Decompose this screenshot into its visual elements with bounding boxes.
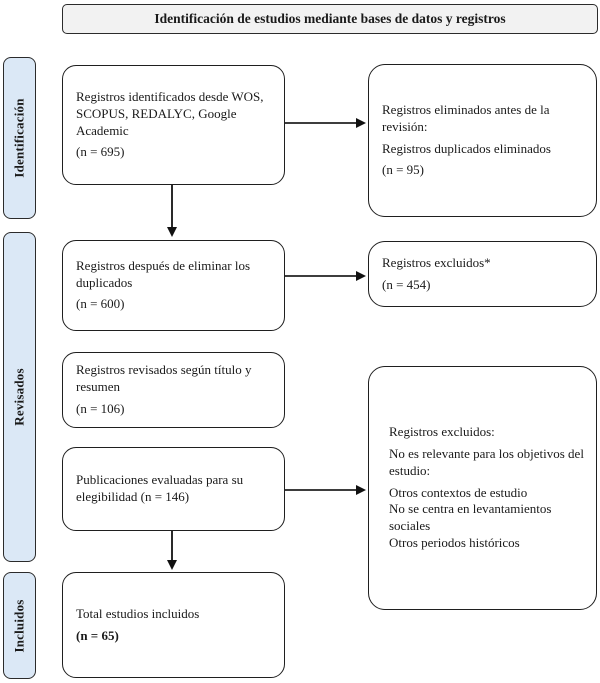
box-excluded-reasons-line3: Otros contextos de estudio — [389, 484, 528, 500]
box-publications-assessed — [62, 447, 285, 531]
box-excluded-reasons-line4: No se centra en levantamientos sociales — [389, 501, 552, 534]
box-excluded-reasons-line1: Registros excluidos: — [389, 423, 495, 439]
stage-identificacion — [3, 57, 36, 219]
arrow-shaft — [171, 185, 173, 229]
box-excluded-count: (n = 454) — [382, 276, 431, 292]
arrowhead-right-icon — [356, 271, 366, 281]
arrow-shaft — [171, 531, 173, 562]
box-records-after-duplicates — [62, 240, 285, 331]
arrow-identified-to-after-duplicates — [167, 185, 177, 237]
box-assessed-text: Publicaciones evaluadas para su elegibilidad (n = 146) — [76, 472, 244, 504]
box-removed-before-line1: Registros eliminados antes de la revisión: — [382, 101, 550, 134]
box-included-count: (n = 65) — [76, 627, 119, 643]
diagram-title — [62, 4, 598, 34]
box-excluded-text: Registros excluidos* — [382, 254, 491, 270]
box-records-identified-text: Registros identificados desde WOS, SCOPUS, REDALYC, Google Academic — [76, 88, 264, 138]
stage-incluidos — [3, 572, 36, 679]
box-removed-before-count: (n = 95) — [382, 162, 424, 178]
arrow-identified-to-removed — [285, 118, 366, 128]
stage-revisados — [3, 232, 36, 562]
arrow-shaft — [285, 275, 358, 277]
arrowhead-down-icon — [167, 227, 177, 237]
arrowhead-down-icon — [167, 560, 177, 570]
diagram-title-text: Identificación de estudios mediante bases de datos y registros — [154, 11, 506, 26]
arrowhead-right-icon — [356, 118, 366, 128]
box-after-duplicates-count: (n = 600) — [76, 296, 125, 312]
box-records-excluded — [368, 241, 597, 307]
box-records-identified — [62, 65, 285, 185]
arrow-shaft — [285, 122, 358, 124]
box-records-identified-count: (n = 695) — [76, 144, 125, 160]
box-records-removed-before-screening — [368, 64, 597, 217]
arrowhead-right-icon — [356, 485, 366, 495]
box-screened-count: (n = 106) — [76, 400, 125, 416]
box-total-included — [62, 572, 285, 678]
arrow-after-duplicates-to-excluded — [285, 271, 366, 281]
box-records-excluded-reasons — [368, 366, 597, 610]
box-excluded-reasons-line5: Otros periodos históricos — [389, 535, 520, 551]
arrow-assessed-to-excluded-reasons — [285, 485, 366, 495]
stage-identificacion-label: Identificación — [11, 98, 27, 178]
arrow-shaft — [285, 489, 358, 491]
box-removed-before-line2: Registros duplicados eliminados — [382, 140, 551, 156]
box-included-text: Total estudios incluidos — [76, 605, 200, 621]
box-after-duplicates-text: Registros después de eliminar los duplicados — [76, 257, 251, 290]
box-records-screened — [62, 352, 285, 428]
arrow-assessed-to-included — [167, 531, 177, 570]
box-excluded-reasons-line2: No es relevante para los objetivos del estudio: — [389, 445, 584, 478]
stage-incluidos-label: Incluidos — [11, 598, 27, 653]
stage-revisados-label: Revisados — [11, 368, 27, 426]
box-screened-text: Registros revisados según título y resumen — [76, 362, 252, 395]
